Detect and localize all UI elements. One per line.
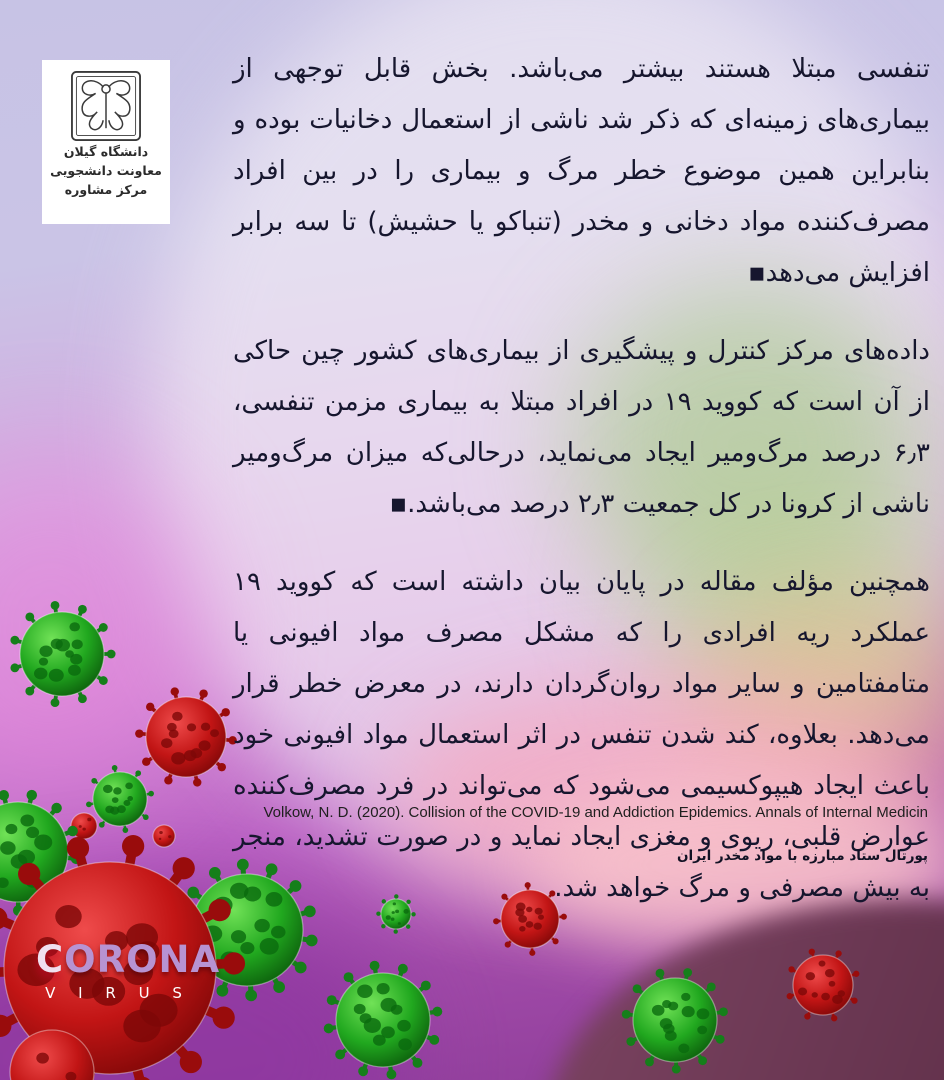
university-logo — [42, 60, 170, 224]
logo-university-name: دانشگاه گیلان — [63, 144, 149, 159]
logo-center-name: مرکز مشاوره — [64, 181, 148, 197]
paragraph: همچنین مؤلف مقاله در پایان بیان داشته است که کووید ۱۹ عملکرد ریه افرادی را که مشکل مصرف مواد افیونی یا متامفتامین و سایر مواد روان‌گردان دارند، در معرض خطر قرار می‌دهد. بعلاوه، کند شدن تنفس در اثر استعمال مواد افیونی خود باعث ایجاد هیپوکسیمی می‌شود که می‌تواند در فرد مصرف‌کننده عوارض قلبی، ریوی و مغزی ایجاد نماید و در صورت تشدید، منجر به بیش مصرفی و مرگ خواهد شد. — [233, 567, 930, 903]
virus-red — [787, 949, 860, 1022]
university-emblem-icon — [68, 69, 144, 143]
corona-rest-letters: ORONA — [64, 938, 221, 981]
virus-red — [153, 825, 175, 847]
virus-green — [622, 968, 728, 1073]
paragraph: تنفسی مبتلا هستند بیشتر می‌باشد. بخش قابل توجهی از بیماری‌های زمینه‌ای که ذکر شد ناشی از استعمال دخانیات بوده و بنابراین همین موضوع خطر مرگ و بیماری را در بین افراد مصرف‌کننده مواد دخانی و مخدر (تنباکو یا حشیش) تا سه برابر افزایش می‌دهد▪ — [233, 54, 930, 288]
source-portal: پورتال ستاد مبارزه با مواد مخدر ایران — [676, 848, 928, 864]
paragraph: داده‌های مرکز کنترل و پیشگیری از بیماری‌های کشور چین حاکی از آن است که کووید ۱۹ در افراد مبتلا به بیماری مزمن تنفسی، ۶٫۳ درصد مرگ‌ومیر ایجاد می‌نماید، درحالی‌که میزان مرگ‌ومیر ناشی از کرونا در کل جمعیت ۲٫۳ درصد می‌باشد.▪ — [233, 336, 930, 519]
corona-word — [36, 938, 221, 981]
citation-reference: Volkow, N. D. (2020). Collision of the COVID-19 and Addiction Epidemics. Annals of Internal Medicin — [263, 804, 928, 821]
virus-subtitle: V I R U S — [45, 984, 191, 1002]
corona-first-letter: C — [36, 938, 65, 981]
virus-green — [10, 601, 115, 707]
corona-virus-wordmark — [36, 938, 221, 1002]
virus-green — [324, 961, 443, 1080]
logo-deputy-name: معاونت دانشجویی — [50, 162, 162, 178]
virus-red — [135, 687, 237, 786]
